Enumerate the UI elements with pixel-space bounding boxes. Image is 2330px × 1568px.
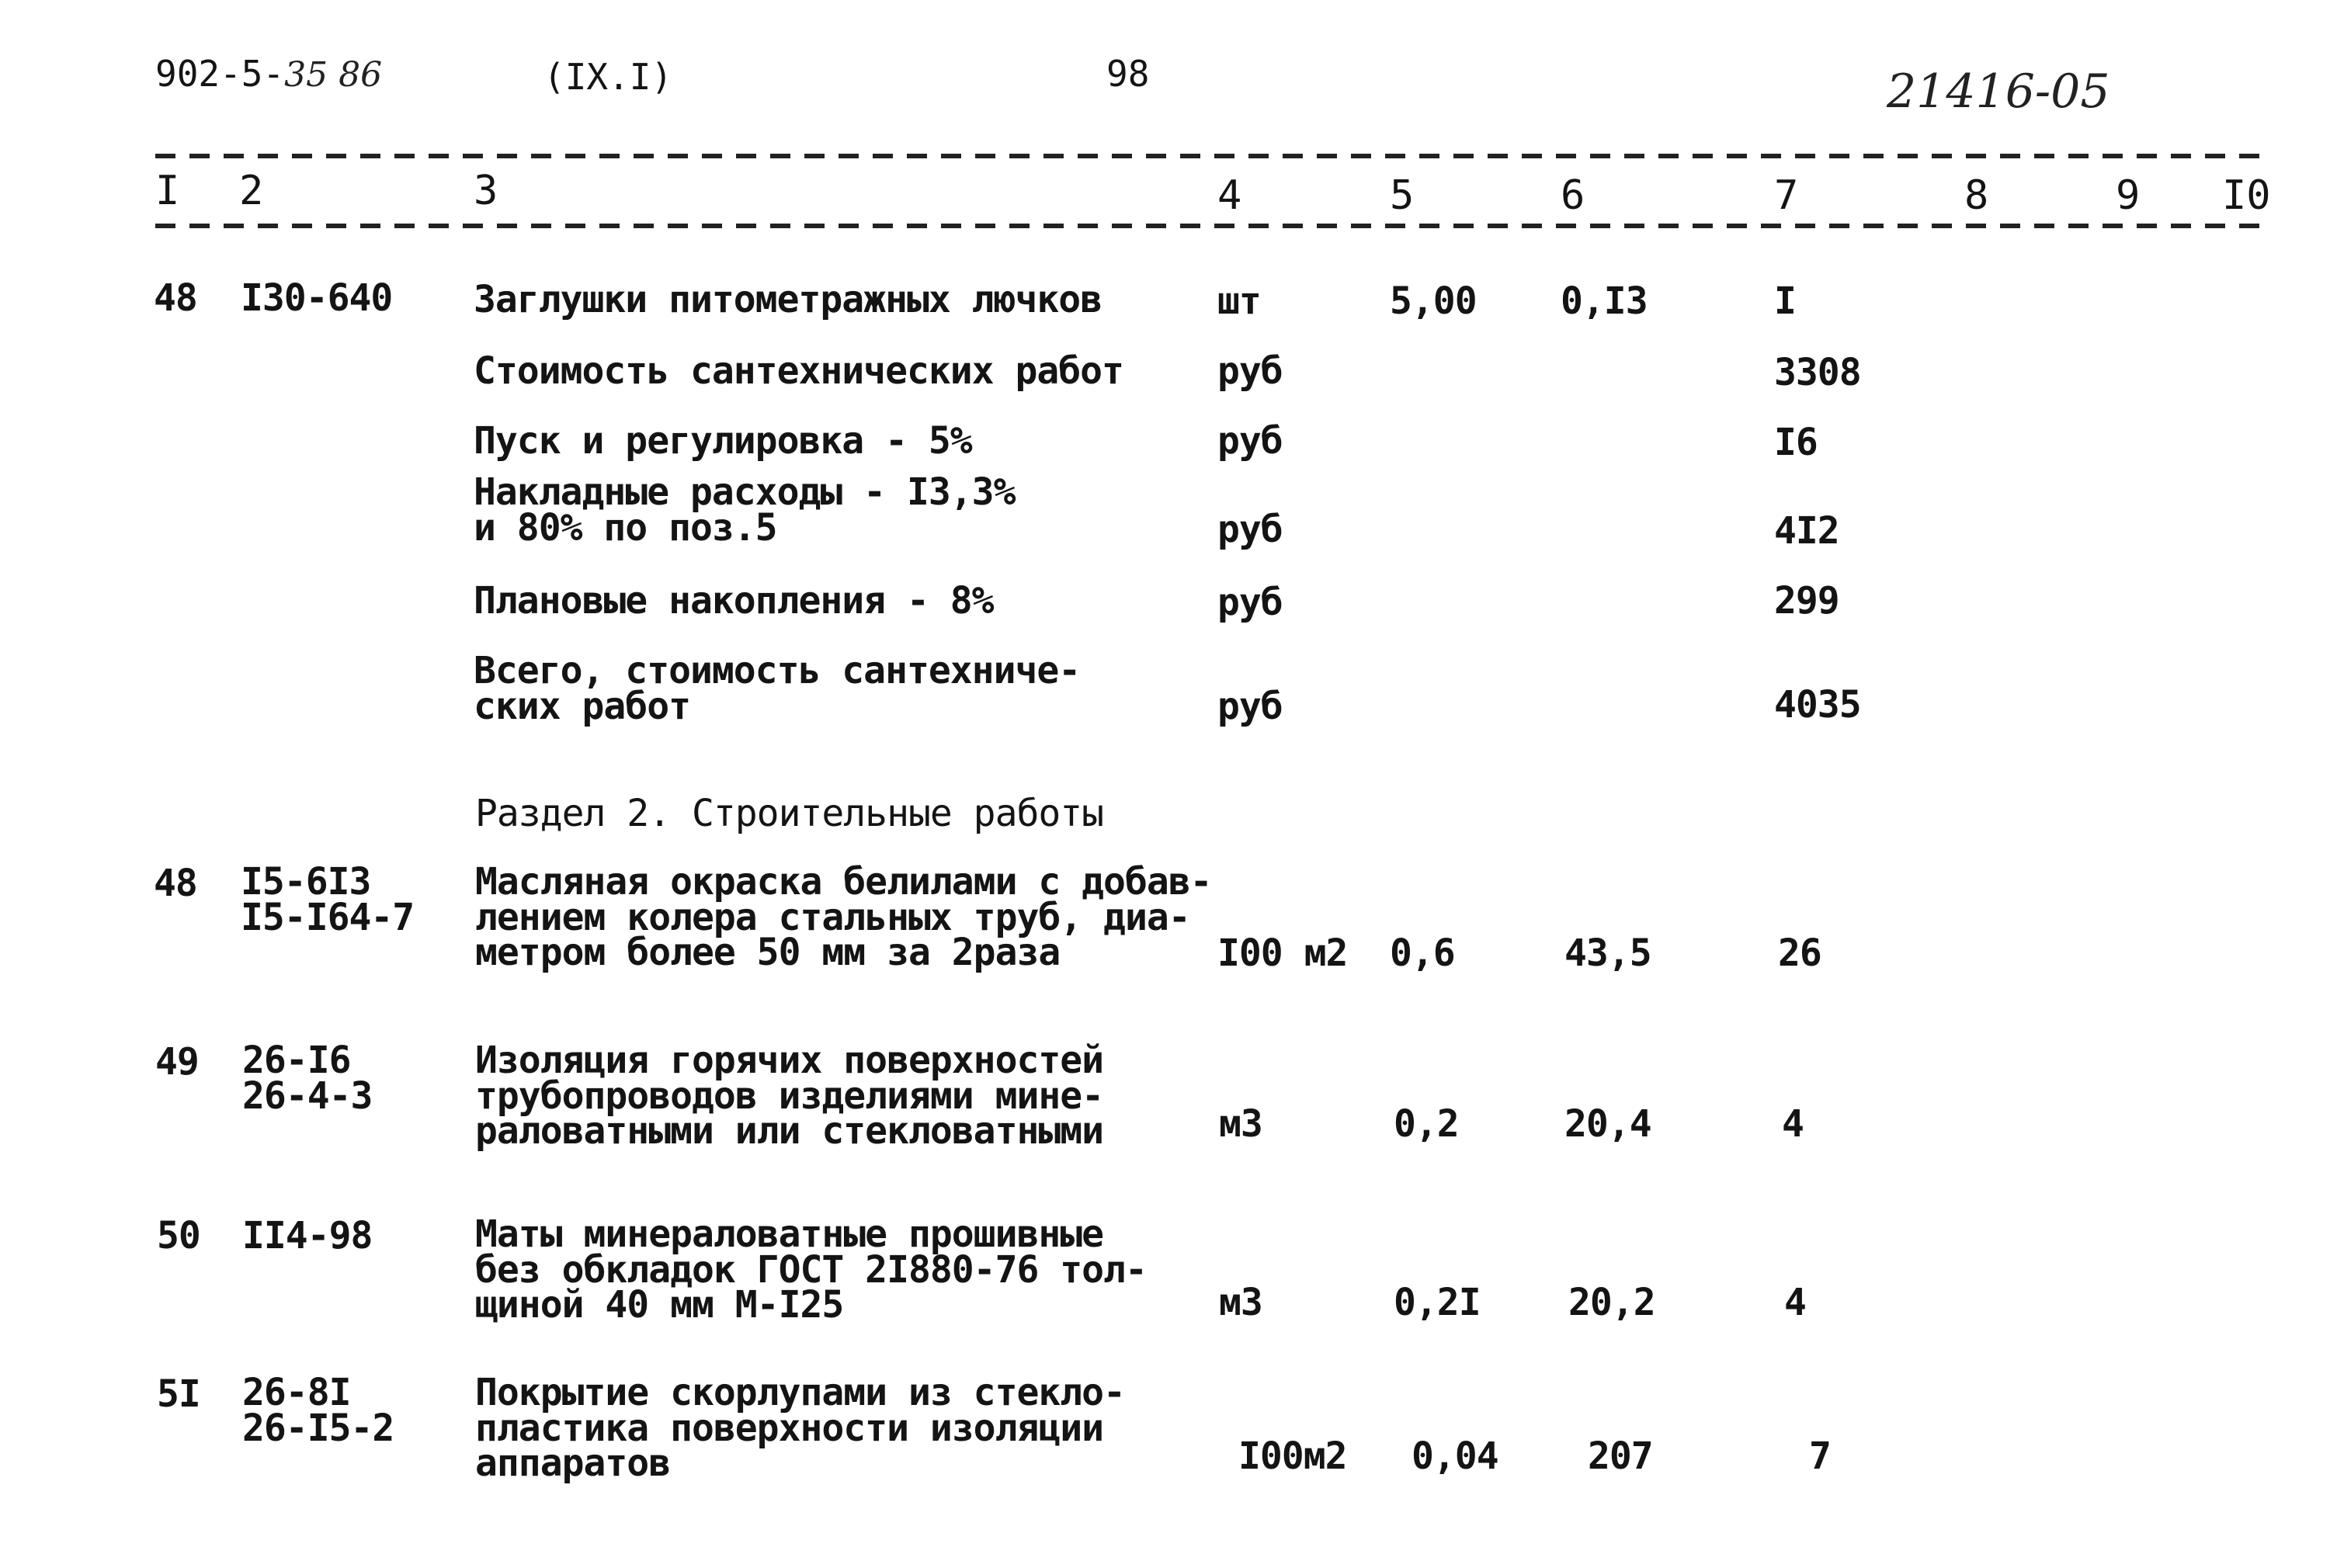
handwritten-stamp: 21416-05 <box>1887 64 2110 119</box>
row-code: 26-I6 26-4-3 <box>242 1039 373 1118</box>
col-header-2: 2 <box>239 168 264 214</box>
row-description: Пуск и регулировка - 5% <box>474 419 972 463</box>
row-price: 20,4 <box>1564 1102 1651 1146</box>
col-header-9: 9 <box>2116 172 2141 219</box>
row-description: Маты минераловатные прошивные без обкладок ГОСТ 2I880-76 тол- щиной 40 мм М-I25 <box>475 1212 1147 1327</box>
row-total: 3308 <box>1774 351 1861 394</box>
row-code: I5-6I3 I5-I64-7 <box>241 860 415 939</box>
row-price: 20,2 <box>1568 1281 1655 1324</box>
row-unit: руб <box>1217 685 1283 728</box>
row-unit: руб <box>1217 581 1283 624</box>
doc-code <box>155 53 383 95</box>
row-description: Масляная окраска белилами с добав- лением колера стальных труб, диа- метром более 50 мм за 2раза <box>475 860 1212 975</box>
row-description: Плановые накопления - 8% <box>474 579 994 623</box>
row-description: Накладные расходы - I3,3% и 80% по поз.5 <box>474 470 1016 550</box>
row-total: 7 <box>1809 1434 1831 1478</box>
header-rule-bottom <box>155 224 2271 228</box>
row-price: 0,I3 <box>1561 279 1648 323</box>
row-quantity: 0,2I <box>1394 1281 1481 1324</box>
section-heading: Раздел 2. Строительные работы <box>475 792 1104 835</box>
page-number: 98 <box>1106 53 1150 95</box>
col-header-5: 5 <box>1390 172 1415 219</box>
section-code: (IX.I) <box>543 56 673 98</box>
row-total: 299 <box>1774 579 1839 623</box>
row-description: Заглушки питометражных лючков <box>474 278 1102 321</box>
row-num: 50 <box>157 1214 200 1258</box>
row-total: 4I2 <box>1774 509 1839 553</box>
row-total: 4 <box>1782 1102 1804 1146</box>
row-total: I6 <box>1774 421 1818 464</box>
col-header-4: 4 <box>1217 172 1242 219</box>
row-description: Покрытие скорлупами из стекло- пластика поверхности изоляции аппаратов <box>475 1371 1125 1486</box>
row-unit: руб <box>1217 349 1283 393</box>
row-unit: I00 м2 <box>1217 931 1348 975</box>
row-total: 4 <box>1784 1281 1806 1324</box>
col-header-8: 8 <box>1964 172 1989 219</box>
doc-code-handwritten: 35 86 <box>284 55 383 95</box>
row-unit: м3 <box>1219 1281 1262 1324</box>
row-price: 207 <box>1588 1434 1653 1478</box>
row-total: 4035 <box>1774 683 1861 727</box>
row-code: 26-8I 26-I5-2 <box>242 1371 394 1450</box>
row-quantity: 5,00 <box>1390 279 1477 323</box>
row-quantity: 0,6 <box>1390 931 1455 975</box>
row-code: I30-640 <box>241 276 393 320</box>
col-header-7: 7 <box>1774 172 1799 219</box>
row-unit: шт <box>1217 279 1261 323</box>
header-rule-top <box>155 154 2271 158</box>
row-code: II4-98 <box>242 1214 373 1258</box>
row-quantity: 0,04 <box>1412 1434 1498 1478</box>
row-description: Стоимость сантехнических работ <box>474 349 1123 393</box>
row-unit: I00м2 <box>1238 1434 1347 1478</box>
col-header-3: 3 <box>474 168 498 214</box>
row-num: 5I <box>157 1372 200 1416</box>
row-num: 48 <box>154 276 197 320</box>
row-num: 48 <box>154 862 197 905</box>
row-description: Изоляция горячих поверхностей трубопроводов изделиями мине- раловатными или стекловатными <box>475 1039 1104 1153</box>
row-price: 43,5 <box>1564 931 1651 975</box>
doc-code-printed: 902-5- <box>155 53 285 95</box>
row-quantity: 0,2 <box>1394 1102 1459 1146</box>
row-unit: руб <box>1217 508 1283 551</box>
row-unit: руб <box>1217 419 1283 463</box>
row-total: I <box>1774 279 1796 323</box>
col-header-10: I0 <box>2222 172 2271 219</box>
col-header-6: 6 <box>1561 172 1585 219</box>
row-total: 26 <box>1778 931 1821 975</box>
row-description: Всего, стоимость сантехниче- ских работ <box>474 649 1081 728</box>
col-header-1: I <box>155 168 180 214</box>
row-unit: м3 <box>1219 1102 1262 1146</box>
row-num: 49 <box>155 1040 199 1084</box>
